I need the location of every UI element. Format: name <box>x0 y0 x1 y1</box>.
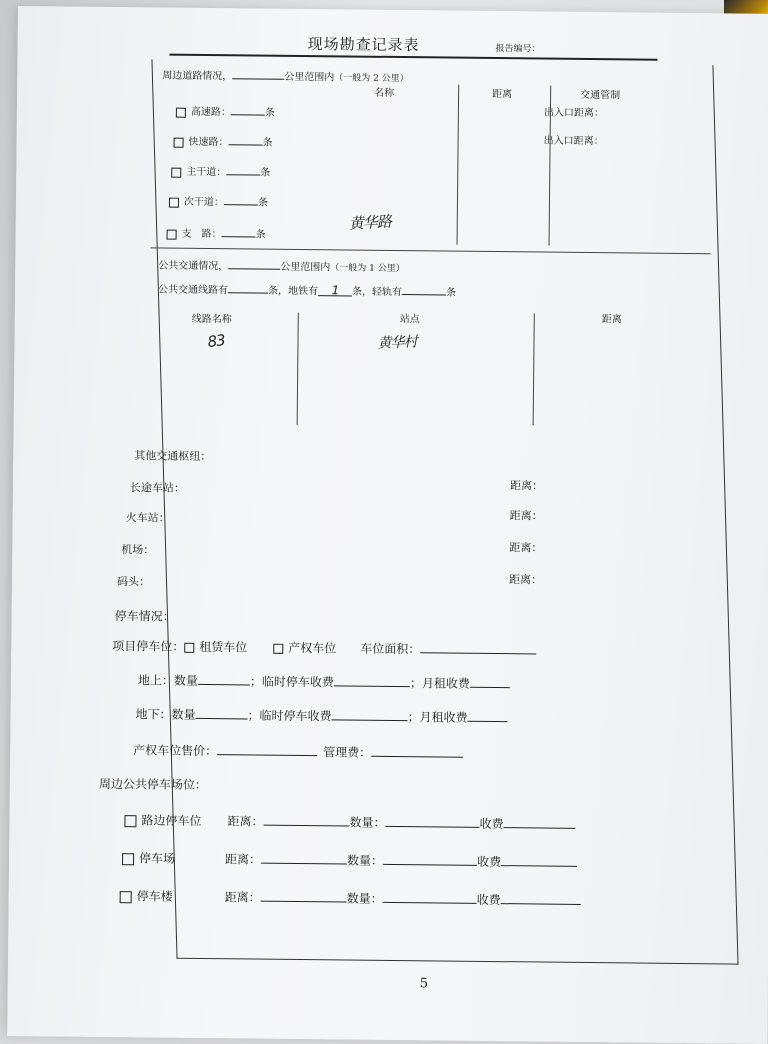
public-parking-fee-label: 收费 <box>479 816 504 832</box>
road-item-branch <box>167 224 266 241</box>
public-parking-label: 路边停车位 <box>141 813 202 828</box>
roads-heading <box>162 66 409 85</box>
under-month-label: ；月租收费 <box>407 710 468 725</box>
section-divider-roads <box>150 247 710 254</box>
expressway-checkbox[interactable] <box>174 137 184 147</box>
road-count-blank[interactable] <box>231 102 265 115</box>
parking-garage-row <box>120 887 581 909</box>
ground-temp-label: ；临时停车收费 <box>249 674 335 690</box>
price-blank[interactable] <box>217 742 317 756</box>
road-item-unit: 条 <box>255 229 266 241</box>
roads-radius-blank[interactable] <box>232 66 284 80</box>
transit-line-d: 条 <box>445 287 457 299</box>
hub-train-station: 火车站： <box>125 511 170 525</box>
rent-option-label: 租赁车位 <box>199 639 248 655</box>
handwritten-road-name: 黄华路 <box>348 212 392 233</box>
handwritten-stop: 黄华村 <box>377 334 417 352</box>
main-road-checkbox[interactable] <box>171 167 181 177</box>
public-qty-blank[interactable] <box>385 814 479 828</box>
road-item-label: 快速路： <box>188 136 229 149</box>
road-item-secondary <box>169 192 268 209</box>
transit-col-divider-2 <box>533 313 535 425</box>
hub-airport: 机场： <box>121 543 155 557</box>
form-frame <box>98 59 738 964</box>
roads-col-distance: 距离 <box>492 88 513 101</box>
road-count-blank[interactable] <box>229 132 263 145</box>
hub-port-distance: 距离： <box>508 573 543 587</box>
transit-col-distance: 距离 <box>601 314 622 326</box>
road-item-expressway <box>174 132 273 149</box>
public-parking-qty-label: 数量： <box>347 853 384 868</box>
ground-month-label: ；月租收费 <box>409 676 471 691</box>
public-parking-distance-label: 距离： <box>224 890 261 905</box>
public-parking-label: 停车场 <box>139 851 176 866</box>
transit-heading-note: （一般为 1 公里） <box>330 263 405 275</box>
area-label: 车位面积： <box>360 641 421 657</box>
parking-price-row <box>133 741 463 761</box>
road-item-label: 支 路： <box>181 228 222 241</box>
ground-qty-blank[interactable] <box>198 672 250 686</box>
roads-heading-suffix: 公里范围内 <box>284 71 335 84</box>
parking-lot-row <box>122 849 577 871</box>
road-item-unit: 条 <box>264 107 275 119</box>
hub-bus-station-distance: 距离： <box>509 479 544 493</box>
road-item-highway <box>176 102 275 119</box>
road-count-blank[interactable] <box>224 192 258 205</box>
road-item-label: 主干道： <box>186 166 227 179</box>
transit-lines-row <box>158 279 456 298</box>
ground-temp-blank[interactable] <box>334 673 410 687</box>
under-qty-blank[interactable] <box>196 706 248 720</box>
public-fee-blank[interactable] <box>501 891 581 905</box>
light-rail-blank[interactable] <box>402 282 446 295</box>
roads-col-name: 名称 <box>374 87 395 99</box>
page-number: 5 <box>419 976 429 992</box>
public-parking-qty-label: 数量： <box>346 891 383 906</box>
public-parking-distance-label: 距离： <box>225 852 262 867</box>
public-distance-blank[interactable] <box>261 851 347 865</box>
transit-heading-suffix: 公里范围内 <box>280 261 331 274</box>
report-number-label: 报告编号： <box>495 44 541 55</box>
own-checkbox[interactable] <box>273 643 283 653</box>
metro-count-blank[interactable] <box>318 283 352 296</box>
underground-parking-row <box>136 705 508 726</box>
under-temp-label: ；临时停车收费 <box>247 708 332 724</box>
public-parking-label: 停车楼 <box>136 889 173 904</box>
road-item-label: 高速路： <box>190 106 231 119</box>
metro-count-value: 1 <box>331 283 339 298</box>
transit-line-a: 公共交通线路有 <box>157 284 229 297</box>
roads-col-traffic: 交通管制 <box>580 89 621 102</box>
public-parking-distance-label: 距离： <box>227 814 264 829</box>
hub-train-station-distance: 距离： <box>509 509 543 523</box>
transit-radius-blank[interactable] <box>228 256 280 270</box>
road-item-unit: 条 <box>262 137 273 149</box>
road-item-unit: 条 <box>260 167 271 179</box>
project-parking-label: 项目停车位： <box>112 639 185 654</box>
hubs-heading: 其他交通枢纽： <box>134 449 212 464</box>
road-count-blank[interactable] <box>226 162 260 175</box>
ground-qty-label: 地上：数量 <box>137 673 199 688</box>
public-fee-blank[interactable] <box>501 853 577 867</box>
parking-heading: 停车情况： <box>114 609 175 624</box>
traffic-line-1: 出入口距离： <box>543 107 604 120</box>
public-fee-blank[interactable] <box>503 815 575 829</box>
price-label: 产权车位售价： <box>133 743 218 759</box>
traffic-line-2: 出入口距离： <box>543 135 604 148</box>
area-blank[interactable] <box>420 640 536 654</box>
parking-garage-checkbox[interactable] <box>120 891 132 903</box>
road-item-label: 次干道： <box>183 196 225 209</box>
hub-port: 码头： <box>116 575 151 589</box>
transit-col-route: 线路名称 <box>191 313 232 326</box>
hub-airport-distance: 距离： <box>509 541 543 555</box>
transit-line-c: 条，轻轨有 <box>351 286 403 299</box>
mgmt-fee-label: 管理费： <box>323 745 372 760</box>
branch-road-checkbox[interactable] <box>167 229 177 239</box>
project-parking-row <box>112 637 536 658</box>
roads-col-divider-1 <box>457 85 460 245</box>
road-item-main <box>171 162 270 179</box>
public-parking-fee-label: 收费 <box>477 854 502 870</box>
public-distance-blank[interactable] <box>261 889 347 903</box>
under-temp-blank[interactable] <box>332 707 408 721</box>
parking-lot-checkbox[interactable] <box>122 853 134 865</box>
document-title: 现场勘查记录表 <box>307 35 420 55</box>
ground-month-blank[interactable] <box>470 675 510 688</box>
secondary-road-checkbox[interactable] <box>169 197 179 207</box>
roadside-parking-row <box>124 811 575 833</box>
under-month-blank[interactable] <box>468 709 508 722</box>
rent-checkbox[interactable] <box>184 642 194 652</box>
handwritten-route: 83 <box>206 331 226 352</box>
roadside-checkbox[interactable] <box>124 815 136 827</box>
mgmt-fee-blank[interactable] <box>371 744 463 758</box>
road-count-blank[interactable] <box>222 224 256 237</box>
transit-heading-prefix: 公共交通情况， <box>158 260 229 273</box>
own-option-label: 产权车位 <box>288 640 337 656</box>
hub-bus-station: 长途车站： <box>129 481 186 495</box>
public-distance-blank[interactable] <box>263 813 349 827</box>
highway-checkbox[interactable] <box>176 107 186 117</box>
public-parking-qty-label: 数量： <box>349 815 386 830</box>
transit-heading <box>158 255 405 274</box>
road-item-unit: 条 <box>257 197 269 209</box>
public-parking-fee-label: 收费 <box>476 892 501 908</box>
transit-col-stop: 站点 <box>399 314 420 326</box>
public-qty-blank[interactable] <box>383 852 477 866</box>
under-qty-label: 地下：数量 <box>135 707 196 722</box>
transit-col-divider-1 <box>297 313 299 425</box>
ground-parking-row <box>138 671 510 692</box>
roads-heading-prefix: 周边道路情况， <box>162 70 233 83</box>
roads-heading-note: （一般为 2 公里） <box>334 73 409 85</box>
transit-line-b: 条，地铁有 <box>267 285 319 298</box>
public-qty-blank[interactable] <box>383 890 477 904</box>
document-page <box>7 6 768 1044</box>
public-parking-heading: 周边公共停车场位： <box>98 776 207 793</box>
bus-lines-blank[interactable] <box>228 280 268 293</box>
